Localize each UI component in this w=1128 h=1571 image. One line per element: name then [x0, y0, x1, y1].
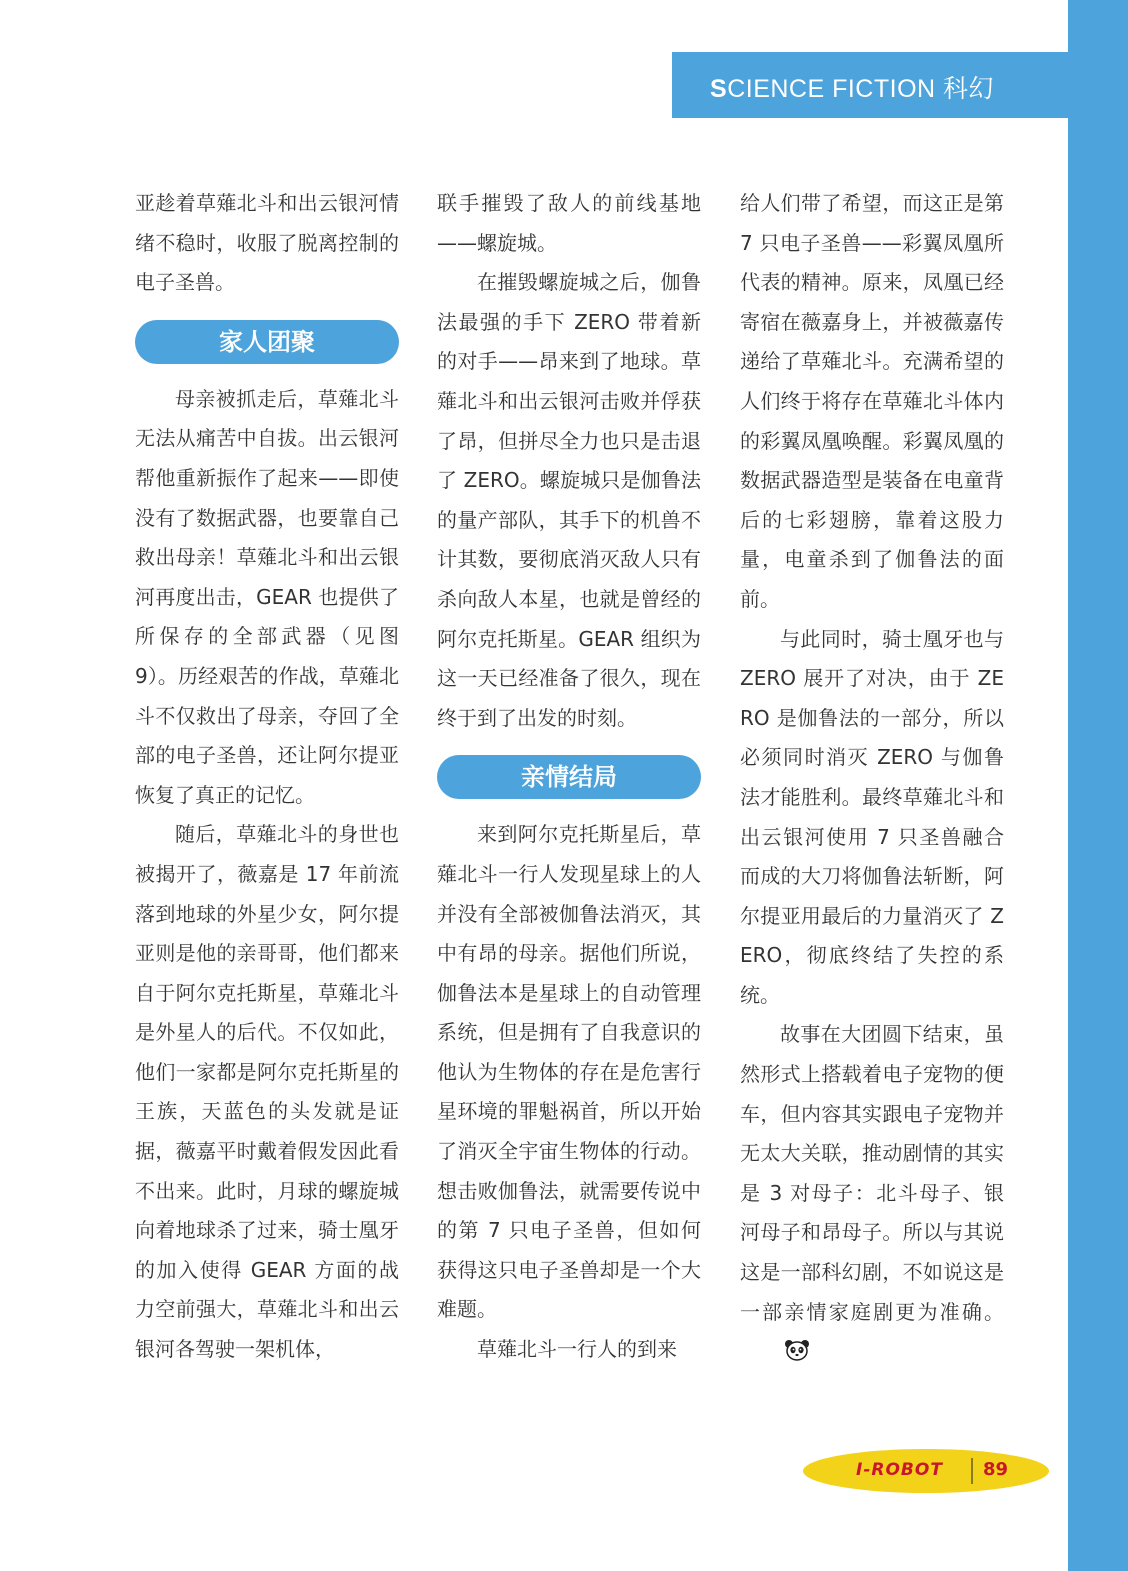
paragraph: 亚趁着草薙北斗和出云银河情绪不稳时，收服了脱离控制的电子圣兽。 — [135, 191, 399, 295]
paragraph: 联手摧毁了敌人的前线基地——螺旋城。 — [437, 191, 701, 255]
side-accent-bar — [1068, 0, 1128, 1571]
footer-brand-logo: I-ROBOT — [856, 1460, 943, 1480]
section-header-rest: CIENCE FICTION 科幻 — [727, 75, 995, 103]
footer-divider — [971, 1458, 973, 1484]
text-column-2 — [437, 184, 701, 1370]
paragraph: 与此同时，骑士凰牙也与 ZERO 展开了对决，由于 ZERO 是伽鲁法的一部分，所以必须同时消灭 ZERO 与伽鲁法才能胜利。最终草薙北斗和出云银河使用 7 只圣兽融合而成的大刀将伽鲁法斩断，阿尔提亚用最后的力量消灭了 ZERO，彻底终结了失控的系统。 — [740, 626, 1004, 1007]
paragraph: 母亲被抓走后，草薙北斗无法从痛苦中自拔。出云银河帮他重新振作了起来——即使没有了数据武器，也要靠自己救出母亲！草薙北斗和出云银河再度出击，GEAR 也提供了所保存的全部武器（见图 9）。历经艰苦的作战，草薙北斗不仅救出了母亲，夺回了全部的电子圣兽，还让阿尔提亚恢复了真正的记忆。 — [135, 386, 399, 807]
section-heading-family-reunion: 家人团聚 — [135, 320, 399, 364]
section-header-initial: S — [710, 75, 728, 103]
paragraph-final-text: 故事在大团圆下结束，虽然形式上搭载着电子宠物的便车，但内容其实跟电子宠物并无太大关联，推动剧情的其实是 3 对母子：北斗母子、银河母子和昂母子。所以与其说这是一部科幻剧，不如说这是一部亲情家庭剧更为准确。 — [740, 1022, 1004, 1324]
paragraph: 给人们带了希望，而这正是第 7 只电子圣兽——彩翼凤凰所代表的精神。原来，凤凰已经寄宿在薇嘉身上，并被薇嘉传递给了草薙北斗。充满希望的人们终于将存在草薙北斗体内的彩翼凤凰唤醒。彩翼凤凰的数据武器造型是装备在电童背后的七彩翅膀，靠着这股力量，电童杀到了伽鲁法的面前。 — [740, 191, 1004, 611]
text-column-1 — [135, 184, 399, 1370]
paragraph: 来到阿尔克托斯星后，草薙北斗一行人发现星球上的人并没有全部被伽鲁法消灭，其中有昂的母亲。据他们所说，伽鲁法本是星球上的自动管理系统，但是拥有了自我意识的他认为生物体的存在是危害行星环境的罪魁祸首，所以开始了消灭全宇宙生物体的行动。想击败伽鲁法，就需要传说中的第 7 只电子圣兽，但如何获得这只电子圣兽却是一个大难题。 — [437, 822, 701, 1322]
paragraph-final — [740, 1015, 1004, 1371]
paragraph: 在摧毁螺旋城之后，伽鲁法最强的手下 ZERO 带着新的对手——昂来到了地球。草薙北斗和出云银河击败并俘获了昂，但拼尽全力也只是击退了 ZERO。螺旋城只是伽鲁法的量产部队，其手下的机兽不计其数，要彻底消灭敌人只有杀向敌人本星，也就是曾经的阿尔克托斯星。GEAR 组织为这一天已经准备了很久，现在终于到了出发的时刻。 — [437, 270, 701, 730]
section-heading-family-ending: 亲情结局 — [437, 755, 701, 799]
panda-icon — [744, 1335, 770, 1357]
paragraph: 随后，草薙北斗的身世也被揭开了，薇嘉是 17 年前流落到地球的外星少女，阿尔提亚则是他的亲哥哥，他们都来自于阿尔克托斯星，草薙北斗是外星人的后代。不仅如此，他们一家都是阿尔克托斯星的王族，天蓝色的头发就是证据，薇嘉平时戴着假发因此看不出来。此时，月球的螺旋城向着地球杀了过来，骑士凰牙的加入使得 GEAR 方面的战力空前强大，草薙北斗和出云银河各驾驶一架机体， — [135, 822, 399, 1362]
page-number: 89 — [983, 1459, 1009, 1480]
text-column-3 — [740, 184, 1004, 1372]
section-header-title — [710, 69, 994, 105]
paragraph: 草薙北斗一行人的到来 — [477, 1337, 677, 1362]
